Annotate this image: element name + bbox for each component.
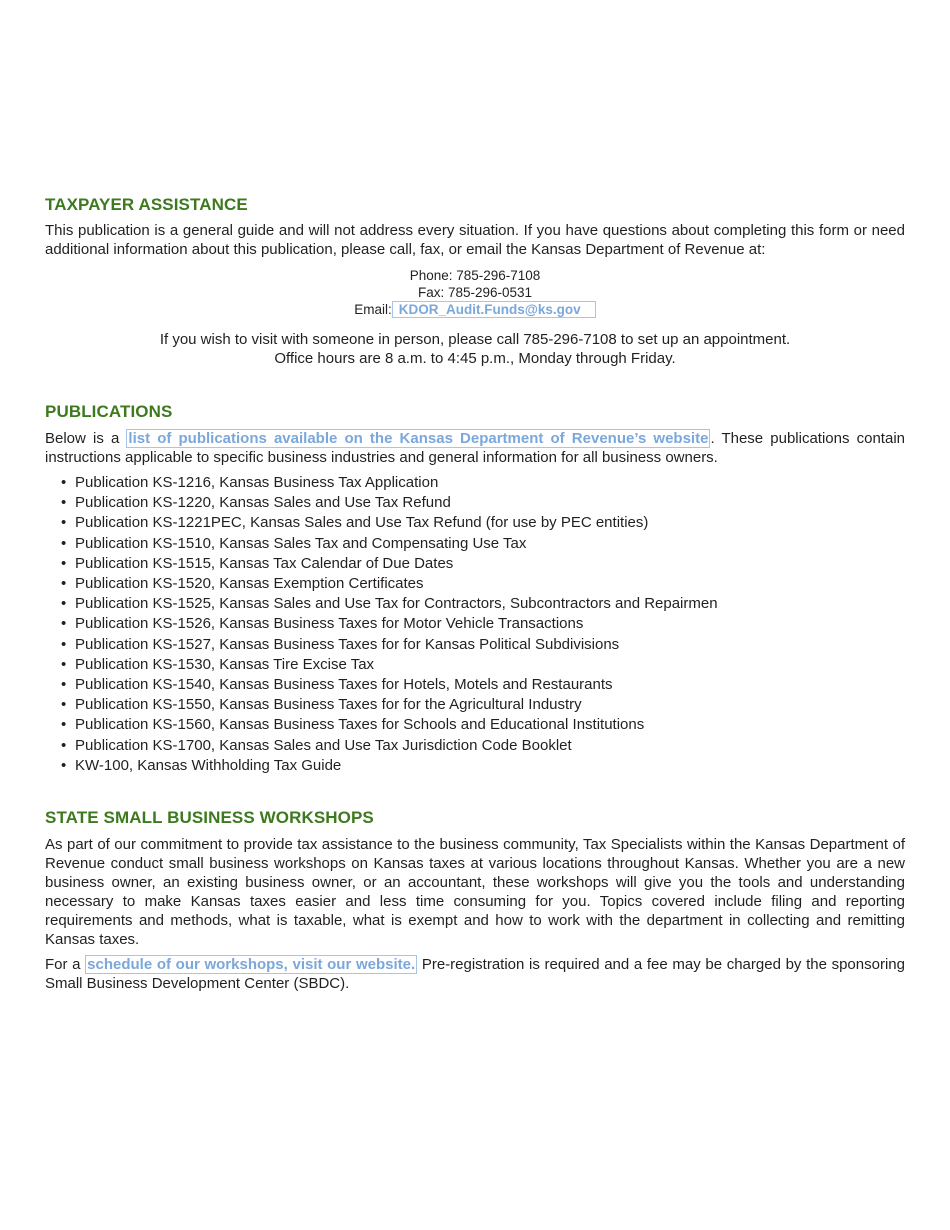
taxpayer-assistance-heading: TAXPAYER ASSISTANCE <box>45 195 248 214</box>
list-item <box>45 614 905 634</box>
taxpayer-assistance-intro: This publication is a general guide and will not address every situation. If you have questions about completing this form or need additional information about this publication, please call, fax, or email the Kansas Department of Revenue at: <box>45 222 905 258</box>
list-item-text: Publication KS-1526, Kansas Business Taxes for Motor Vehicle Transactions <box>75 615 584 633</box>
list-item-text: Publication KS-1220, Kansas Sales and Use Tax Refund <box>75 494 451 512</box>
list-item <box>45 736 905 756</box>
bullet-glyph: • <box>61 534 67 552</box>
list-item <box>45 513 905 533</box>
bullet-glyph: • <box>61 756 67 774</box>
publications-list <box>45 473 905 776</box>
bullet-glyph: • <box>61 575 67 593</box>
bullet-glyph: • <box>61 716 67 734</box>
list-item-text: Publication KS-1510, Kansas Sales Tax and Compensating Use Tax <box>75 534 527 552</box>
list-item <box>45 473 905 493</box>
email-line <box>45 301 905 318</box>
bullet-glyph: • <box>61 554 67 572</box>
workshops-schedule-link[interactable]: schedule of our workshops, visit our website. <box>87 956 416 973</box>
workshops-heading: STATE SMALL BUSINESS WORKSHOPS <box>45 808 374 827</box>
bullet-glyph: • <box>61 474 67 491</box>
list-item-text: Publication KS-1525, Kansas Sales and Use Tax for Contractors, Subcontractors and Repairmen <box>75 595 718 613</box>
publications-intro-after: . These publications contain instructions applicable to specific business industries and general information for all business owners. <box>45 430 905 466</box>
list-item-text: Publication KS-1527, Kansas Business Taxes for for Kansas Political Subdivisions <box>75 635 620 653</box>
list-item-text: Publication KS-1530, Kansas Tire Excise Tax <box>75 655 375 673</box>
list-item <box>45 493 905 513</box>
schedule-after: Pre-registration is required and a fee may be charged by the sponsoring Small Business Development Center (SBDC). <box>45 956 905 992</box>
publications-list-link[interactable]: list of publications available on the Kansas Department of Revenue’s website <box>128 430 709 447</box>
contact-block <box>45 267 905 318</box>
visit-line-2: Office hours are 8 a.m. to 4:45 p.m., Monday through Friday. <box>274 350 676 367</box>
list-item <box>45 655 905 675</box>
list-item <box>45 574 905 594</box>
bullet-glyph: • <box>61 615 67 633</box>
bullet-glyph: • <box>61 635 67 653</box>
bullet-glyph: • <box>61 514 67 532</box>
bullet-glyph: • <box>61 736 67 754</box>
publications-intro <box>45 429 905 467</box>
publications-intro-before: Below is a <box>45 430 127 447</box>
list-item-text: Publication KS-1520, Kansas Exemption Certificates <box>75 575 424 593</box>
list-item <box>45 695 905 715</box>
bullet-glyph: • <box>61 494 67 512</box>
list-item-text: Publication KS-1560, Kansas Business Taxes for Schools and Educational Institutions <box>75 716 645 734</box>
list-item <box>45 594 905 614</box>
bullet-glyph: • <box>61 595 67 613</box>
email-link[interactable]: KDOR_Audit.Funds@ks.gov <box>392 301 596 318</box>
fax-line: Fax: 785-296-0531 <box>417 285 533 300</box>
visit-line-1: If you wish to visit with someone in person, please call 785-296-7108 to set up an appointment. <box>159 331 791 348</box>
taxpayer-assistance-section <box>45 195 905 368</box>
bullet-glyph: • <box>61 696 67 714</box>
list-item-text: Publication KS-1515, Kansas Tax Calendar of Due Dates <box>75 554 454 572</box>
bullet-glyph: • <box>61 655 67 673</box>
workshops-paragraph: As part of our commitment to provide tax assistance to the business community, Tax Specialists within the Kansas Department of Revenue conduct small business workshops on Kansas taxes at various locations throughout Kansas. Whether you are a new business owner, an existing business owner, or an accountant, these workshops will give you the tools and understanding necessary to make Kansas taxes easier and less time consuming for you. Topics covered include filing and reporting requirements and methods, what is taxable, what is exempt and how to work with the department in collecting and remitting Kansas taxes. <box>45 836 905 948</box>
list-item-text: KW-100, Kansas Withholding Tax Guide <box>75 756 342 774</box>
workshops-section <box>45 808 905 993</box>
list-item-text: Publication KS-1540, Kansas Business Taxes for Hotels, Motels and Restaurants <box>75 676 613 694</box>
list-item <box>45 534 905 554</box>
bullet-glyph: • <box>61 676 67 694</box>
list-item <box>45 554 905 574</box>
publications-section <box>45 402 905 776</box>
schedule-before: For a <box>45 956 86 973</box>
list-item <box>45 756 905 776</box>
list-item-text: Publication KS-1216, Kansas Business Tax Application <box>75 474 439 491</box>
workshops-schedule-paragraph <box>45 955 905 993</box>
list-item <box>45 635 905 655</box>
list-item-text: Publication KS-1550, Kansas Business Taxes for for the Agricultural Industry <box>75 696 582 714</box>
phone-line: Phone: 785-296-7108 <box>409 268 541 283</box>
email-label: Email: <box>354 302 392 317</box>
list-item-text: Publication KS-1221PEC, Kansas Sales and Use Tax Refund (for use by PEC entities) <box>75 514 649 532</box>
publications-heading: PUBLICATIONS <box>45 402 173 421</box>
list-item-text: Publication KS-1700, Kansas Sales and Use Tax Jurisdiction Code Booklet <box>75 736 572 754</box>
list-item <box>45 715 905 735</box>
list-item <box>45 675 905 695</box>
